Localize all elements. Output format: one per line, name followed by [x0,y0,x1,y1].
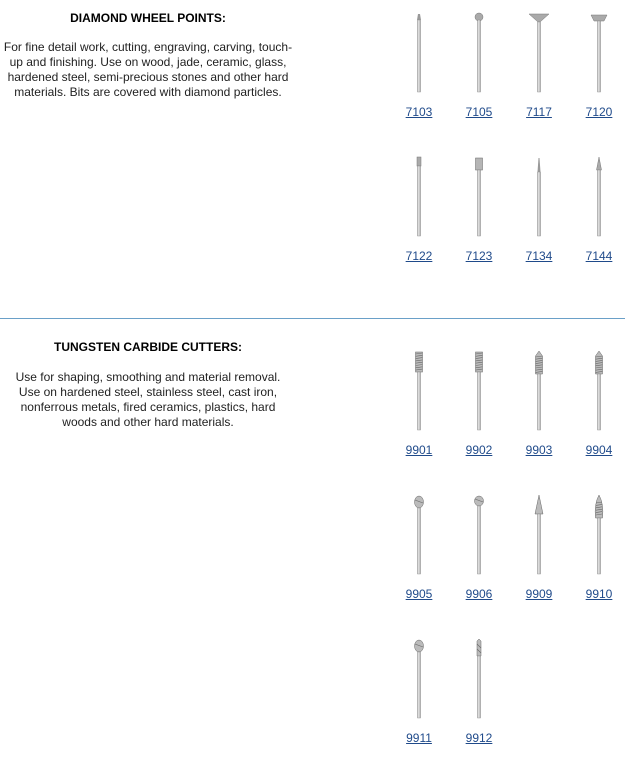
bit-item-7117 [517,12,561,132]
diamond-title: DIAMOND WHEEL POINTS: [70,11,226,25]
bit-link-7105[interactable]: 7105 [465,105,493,119]
bit-link-9911[interactable]: 9911 [406,731,432,745]
bit-link-9910[interactable]: 9910 [585,587,613,601]
bit-item-9901 [397,350,441,470]
bit-link-9903[interactable]: 9903 [525,443,553,457]
bit-link-7103[interactable]: 7103 [405,105,433,119]
carbide-desc-line: woods and other hard materials. [62,415,234,429]
bit-link-7123[interactable]: 7123 [465,249,493,263]
carbide-desc-line: Use for shaping, smoothing and material removal. [15,370,281,384]
bit-item-9912 [457,638,501,758]
bit-item-7120 [577,12,621,132]
bit-item-7144 [577,156,621,276]
bit-item-9906 [457,494,501,614]
bit-item-7123 [457,156,501,276]
bit-item-7122 [397,156,441,276]
bit-link-7120[interactable]: 7120 [585,105,613,119]
bit-item-9902 [457,350,501,470]
diamond-description [0,40,296,100]
diamond-desc-line: hardened steel, semi-precious stones and other hard [7,70,289,84]
bit-link-9902[interactable]: 9902 [465,443,493,457]
bit-item-9909 [517,494,561,614]
bit-item-9910 [577,494,621,614]
bit-link-7134[interactable]: 7134 [525,249,553,263]
carbide-title: TUNGSTEN CARBIDE CUTTERS: [54,340,242,354]
bit-item-9905 [397,494,441,614]
diamond-desc-line: For fine detail work, cutting, engraving, carving, touch- [3,40,293,54]
bit-link-7122[interactable]: 7122 [405,249,433,263]
carbide-desc-line: nonferrous metals, fired ceramics, plastics, hard [20,400,276,414]
bit-link-9904[interactable]: 9904 [585,443,613,457]
bit-link-9906[interactable]: 9906 [465,587,493,601]
bit-item-7134 [517,156,561,276]
diamond-desc-line: up and finishing. Use on wood, jade, ceramic, glass, [9,55,287,69]
bit-link-9912[interactable]: 9912 [465,731,493,745]
carbide-desc-line: Use on hardened steel, stainless steel, cast iron, [18,385,278,399]
bit-item-9904 [577,350,621,470]
bit-item-7105 [457,12,501,132]
bit-link-9909[interactable]: 9909 [525,587,553,601]
bit-link-7144[interactable]: 7144 [585,249,613,263]
bit-link-9905[interactable]: 9905 [405,587,433,601]
bit-item-9911 [397,638,441,758]
bit-item-7103 [397,12,441,132]
bit-item-9903 [517,350,561,470]
diamond-desc-line: materials. Bits are covered with diamond particles. [14,85,282,99]
bit-link-7117[interactable]: 7117 [526,105,552,119]
carbide-description [0,370,296,430]
bit-link-9901[interactable]: 9901 [405,443,433,457]
